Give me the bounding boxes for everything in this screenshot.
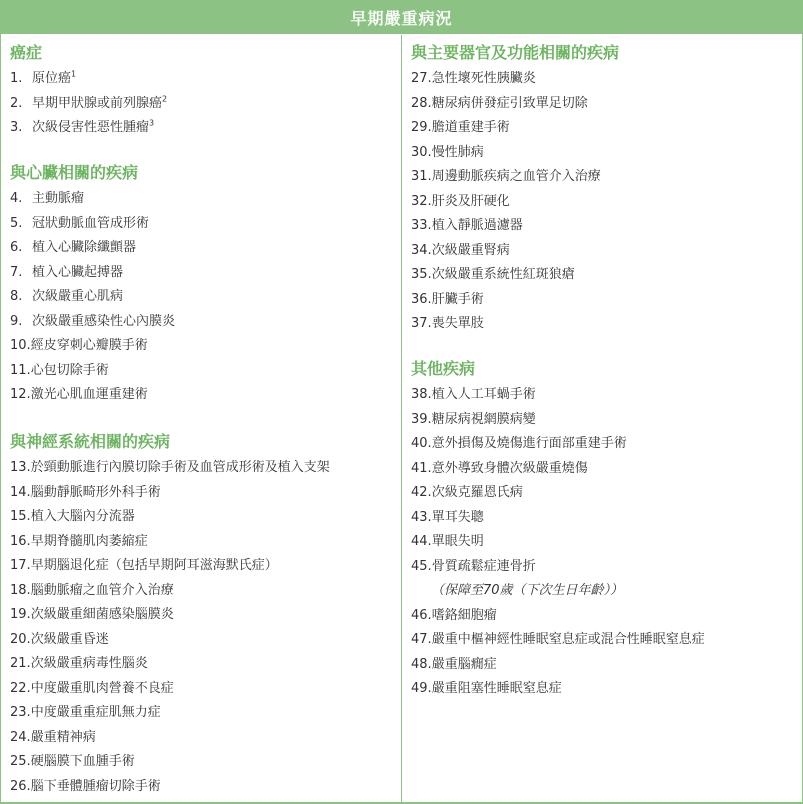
item-number: 7. xyxy=(10,264,23,280)
item-number: 28. xyxy=(411,95,432,111)
list-item xyxy=(411,558,536,576)
item-text: 腦動脈瘤之血管介入治療 xyxy=(30,582,174,598)
item-number: 23. xyxy=(10,705,31,720)
list-item xyxy=(10,288,123,306)
item-number: 46. xyxy=(411,607,432,623)
list-item xyxy=(10,119,154,137)
item-number: 14. xyxy=(10,484,31,500)
item-text: 於頸動脈進行內膜切除手術及血管成形術及植入支架 xyxy=(30,460,330,475)
item-text: 早期甲狀腺或前列腺癌 xyxy=(32,95,163,111)
item-text: 次級嚴重病毒性腦炎 xyxy=(30,656,148,671)
item-text: 次級嚴重細菌感染腦膜炎 xyxy=(30,607,174,622)
item-number: 45. xyxy=(411,558,432,574)
list-item xyxy=(411,460,588,478)
item-number: 35. xyxy=(411,267,432,282)
item-text: 意外導致身體次級嚴重燒傷 xyxy=(431,460,588,476)
list-item xyxy=(411,607,497,625)
item-number: 9. xyxy=(10,313,23,329)
item-number: 40. xyxy=(411,436,432,451)
item-text: 糖尿病視網膜病變 xyxy=(431,411,536,427)
list-item xyxy=(10,606,174,624)
item-text: 植入大腦內分流器 xyxy=(30,509,135,524)
list-item xyxy=(10,778,161,796)
item-text: 次級侵害性惡性腫瘤 xyxy=(32,120,150,135)
item-number: 42. xyxy=(411,485,432,500)
list-item xyxy=(411,509,484,527)
list-item xyxy=(411,168,601,186)
item-text: 喪失單肢 xyxy=(431,316,484,331)
list-item xyxy=(10,729,96,747)
item-text: 單耳失聰 xyxy=(431,509,484,525)
item-text: 中度嚴重肌肉營養不良症 xyxy=(30,680,174,696)
table-header xyxy=(1,0,802,34)
item-text: 嚴重精神病 xyxy=(30,729,96,745)
item-number: 19. xyxy=(10,607,31,622)
list-item xyxy=(10,704,161,722)
item-number: 34. xyxy=(411,242,432,258)
item-text: 次級嚴重感染性心內膜炎 xyxy=(32,313,176,329)
item-text: 原位癌 xyxy=(32,71,72,86)
item-number: 10. xyxy=(10,338,31,353)
list-item xyxy=(10,386,148,404)
list-item xyxy=(411,411,536,429)
item-number: 2. xyxy=(10,95,23,111)
list-item xyxy=(411,193,510,211)
list-item xyxy=(411,70,536,88)
list-item xyxy=(411,484,523,502)
table-body xyxy=(1,35,802,802)
list-item xyxy=(10,313,175,331)
list-item xyxy=(10,70,76,88)
list-item xyxy=(411,119,510,137)
item-number: 3. xyxy=(10,120,23,135)
item-text: 激光心肌血運重建術 xyxy=(30,387,148,402)
section-title: 與心臟相關的疾病 xyxy=(10,163,139,182)
left-column xyxy=(1,35,402,802)
list-item xyxy=(10,655,148,673)
list-item xyxy=(411,533,484,551)
item-number: 31. xyxy=(411,169,432,184)
list-item xyxy=(411,217,523,235)
item-text: 腦下垂體腫瘤切除手術 xyxy=(30,778,161,794)
item-text: 嚴重中樞神經性睡眠窒息症或混合性睡眠窒息症 xyxy=(431,632,705,647)
list-item xyxy=(10,95,167,113)
section-title: 其他疾病 xyxy=(411,359,476,378)
item-number: 13. xyxy=(10,460,31,475)
item-text: 心包切除手術 xyxy=(30,362,109,378)
item-number: 49. xyxy=(411,681,432,696)
item-text: 慢性肺病 xyxy=(431,144,484,160)
section-title: 癌症 xyxy=(10,43,43,62)
item-text: 次級嚴重腎病 xyxy=(431,242,510,258)
item-number: 25. xyxy=(10,754,31,769)
list-item xyxy=(10,753,135,771)
item-number: 22. xyxy=(10,680,31,696)
section-title: 與神經系統相關的疾病 xyxy=(10,432,171,451)
item-number: 33. xyxy=(411,218,432,233)
item-number: 15. xyxy=(10,509,31,524)
section-title: 與主要器官及功能相關的疾病 xyxy=(411,43,620,62)
item-text: 經皮穿刺心瓣膜手術 xyxy=(30,338,148,353)
list-item xyxy=(10,484,161,502)
list-item xyxy=(411,95,588,113)
list-item xyxy=(411,266,575,284)
item-number: 27. xyxy=(411,71,432,86)
item-number: 47. xyxy=(411,632,432,647)
item-number: 17. xyxy=(10,558,31,573)
item-number: 37. xyxy=(411,316,432,331)
list-item xyxy=(10,337,148,355)
item-number: 18. xyxy=(10,582,31,598)
list-item xyxy=(411,291,484,309)
item-text: 硬腦膜下血腫手術 xyxy=(30,754,135,769)
item-number: 8. xyxy=(10,289,23,304)
item-number: 26. xyxy=(10,778,31,794)
item-text: 嗜鉻細胞瘤 xyxy=(431,607,497,623)
item-text: 中度嚴重重症肌無力症 xyxy=(30,705,161,720)
item-number: 24. xyxy=(10,729,31,745)
footnote-marker: 1 xyxy=(71,69,77,79)
list-item xyxy=(10,508,135,526)
item-number: 44. xyxy=(411,534,432,549)
table-title: 早期嚴重病況 xyxy=(350,8,453,28)
item-number: 21. xyxy=(10,656,31,671)
item-number: 38. xyxy=(411,387,432,402)
item-text: 植入人工耳蝸手術 xyxy=(431,387,536,402)
list-item xyxy=(411,680,562,698)
item-text: 次級嚴重昏迷 xyxy=(30,631,109,647)
list-item xyxy=(411,315,484,333)
item-number: 41. xyxy=(411,460,432,476)
item-number: 4. xyxy=(10,191,23,206)
item-text: 嚴重阻塞性睡眠窒息症 xyxy=(431,681,562,696)
item-number: 20. xyxy=(10,631,31,647)
item-number: 43. xyxy=(411,509,432,525)
list-item xyxy=(10,264,123,282)
item-number: 12. xyxy=(10,387,31,402)
item-text: 肝炎及肝硬化 xyxy=(431,193,510,209)
list-item xyxy=(10,362,109,380)
item-text: 早期腦退化症（包括早期阿耳滋海默氏症） xyxy=(30,558,278,573)
item-number: 11. xyxy=(10,362,31,378)
item-number: 29. xyxy=(411,120,432,135)
item-text: 植入靜脈過濾器 xyxy=(431,218,523,233)
list-item xyxy=(10,582,174,600)
footnote-marker: 3 xyxy=(149,118,155,128)
item-text: 植入心臟除纖顫器 xyxy=(32,240,137,255)
item-text: 周邊動脈疾病之血管介入治療 xyxy=(431,169,601,184)
list-item xyxy=(411,386,536,404)
item-text: 糖尿病併發症引致單足切除 xyxy=(431,95,588,111)
item-number: 30. xyxy=(411,144,432,160)
item-text: 骨質疏鬆症連骨折 xyxy=(431,558,536,574)
item-number: 32. xyxy=(411,193,432,209)
item-text: 膽道重建手術 xyxy=(431,120,510,135)
item-text: 主動脈瘤 xyxy=(32,191,85,206)
list-item xyxy=(10,215,149,233)
item-text: 腦動靜脈畸形外科手術 xyxy=(30,484,161,500)
list-item xyxy=(10,239,136,257)
item-number: 6. xyxy=(10,240,23,255)
item-text: 次級嚴重系統性紅斑狼瘡 xyxy=(431,267,575,282)
item-text: 次級克羅恩氏病 xyxy=(431,485,523,500)
item-text: 單眼失明 xyxy=(431,534,484,549)
list-item xyxy=(411,242,510,260)
item-text: 肝臟手術 xyxy=(431,291,484,307)
item-number: 5. xyxy=(10,215,23,231)
item-number: 39. xyxy=(411,411,432,427)
list-item xyxy=(411,435,627,453)
list-item xyxy=(10,459,330,477)
item-text: 意外損傷及燒傷進行面部重建手術 xyxy=(431,436,627,451)
item-number: 16. xyxy=(10,533,31,549)
list-item xyxy=(411,631,705,649)
list-item xyxy=(411,144,484,162)
item-note: （保障至70歲（下次生日年齡）） xyxy=(431,583,624,598)
item-text: 早期脊髓肌肉萎縮症 xyxy=(30,533,148,549)
list-item xyxy=(10,533,148,551)
footnote-marker: 2 xyxy=(162,94,168,104)
list-item xyxy=(10,190,84,208)
item-number: 1. xyxy=(10,71,23,86)
item-number: 36. xyxy=(411,291,432,307)
item-text: 植入心臟起搏器 xyxy=(32,264,124,280)
list-item xyxy=(10,631,109,649)
right-column xyxy=(402,35,802,802)
list-item xyxy=(411,656,497,674)
list-item xyxy=(10,680,174,698)
item-text: 次級嚴重心肌病 xyxy=(32,289,124,304)
item-number: 48. xyxy=(411,656,432,672)
item-text: 冠狀動脈血管成形術 xyxy=(32,215,150,231)
item-text: 急性壞死性胰臟炎 xyxy=(431,71,536,86)
item-text: 嚴重腦癇症 xyxy=(431,656,497,672)
list-item xyxy=(10,557,278,575)
